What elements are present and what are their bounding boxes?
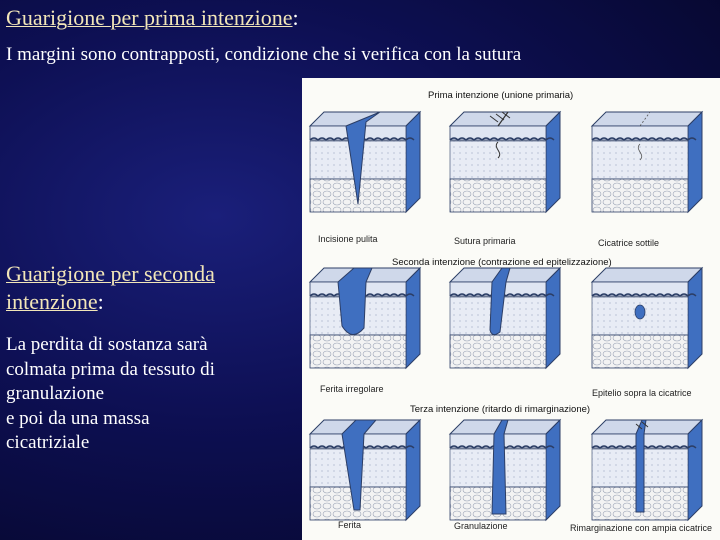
title1-text: Guarigione per prima intenzione [6,5,293,30]
healing-diagram-svg [302,78,720,540]
skin-block [310,420,420,520]
body2-line: La perdita di sostanza sarà [6,334,208,355]
subcutaneous-layer [592,179,688,212]
body2-line: e poi da una massa [6,407,150,429]
row3-label-2: Granulazione [454,521,508,531]
skin-side-face [546,268,560,368]
row2-label-3: Epitelio sopra la cicatrice [592,388,692,398]
row3-heading: Terza intenzione (ritardo di rimarginazione) [410,404,591,415]
wound-healing-illustration [302,78,720,540]
skin-side-face [406,420,420,520]
title2-colon: : [97,289,104,314]
skin-block [450,112,560,212]
skin-side-face [546,112,560,212]
title2-text: Guarigione per seconda intenzione [6,261,215,314]
row2-label-1: Ferita irregolare [320,384,384,394]
skin-block [310,268,420,368]
skin-side-face [688,420,702,520]
body2-line: granulazione [6,383,105,404]
skin-side-face [406,112,420,212]
skin-block [450,268,560,368]
row1-heading: Prima intenzione (unione primaria) [428,90,574,101]
primary-intention-description: I margini sono contrapposti, condizione che si verifica con la sutura [6,44,522,65]
row1-label-1: Incisione pulita [318,234,378,244]
title1-colon: : [292,5,299,30]
skin-side-face [406,268,420,368]
residual-scar [635,305,645,319]
slide-title-secondary-intention [6,260,296,316]
skin-block [310,112,420,212]
subcutaneous-layer [450,179,546,212]
slide-title-primary-intention [6,6,299,30]
skin-top-face [592,268,702,282]
row1-label-3: Cicatrice sottile [598,238,660,248]
wide-scar-tissue [636,420,646,512]
skin-top-face [592,420,702,434]
skin-side-face [688,112,702,212]
body2-line: cicatriziale [6,432,90,453]
dermis-layer [450,141,546,179]
secondary-intention-description [6,333,298,456]
skin-block [592,420,702,520]
row3-label-1: Ferita [338,520,362,530]
subcutaneous-layer [450,335,546,368]
skin-side-face [546,420,560,520]
row1-label-2: Sutura primaria [454,236,516,246]
row3-label-3: Rimarginazione con ampia cicatrice [570,523,713,533]
skin-block [450,420,560,520]
skin-block [592,268,702,368]
subcutaneous-layer [592,335,688,368]
skin-top-face [592,112,702,126]
body2-line: colmata prima da tessuto di [6,358,215,380]
skin-block [592,112,702,212]
skin-side-face [688,268,702,368]
subcutaneous-layer [310,335,406,368]
row2-heading: Seconda intenzione (contrazione ed epitelizzazione) [392,257,612,268]
